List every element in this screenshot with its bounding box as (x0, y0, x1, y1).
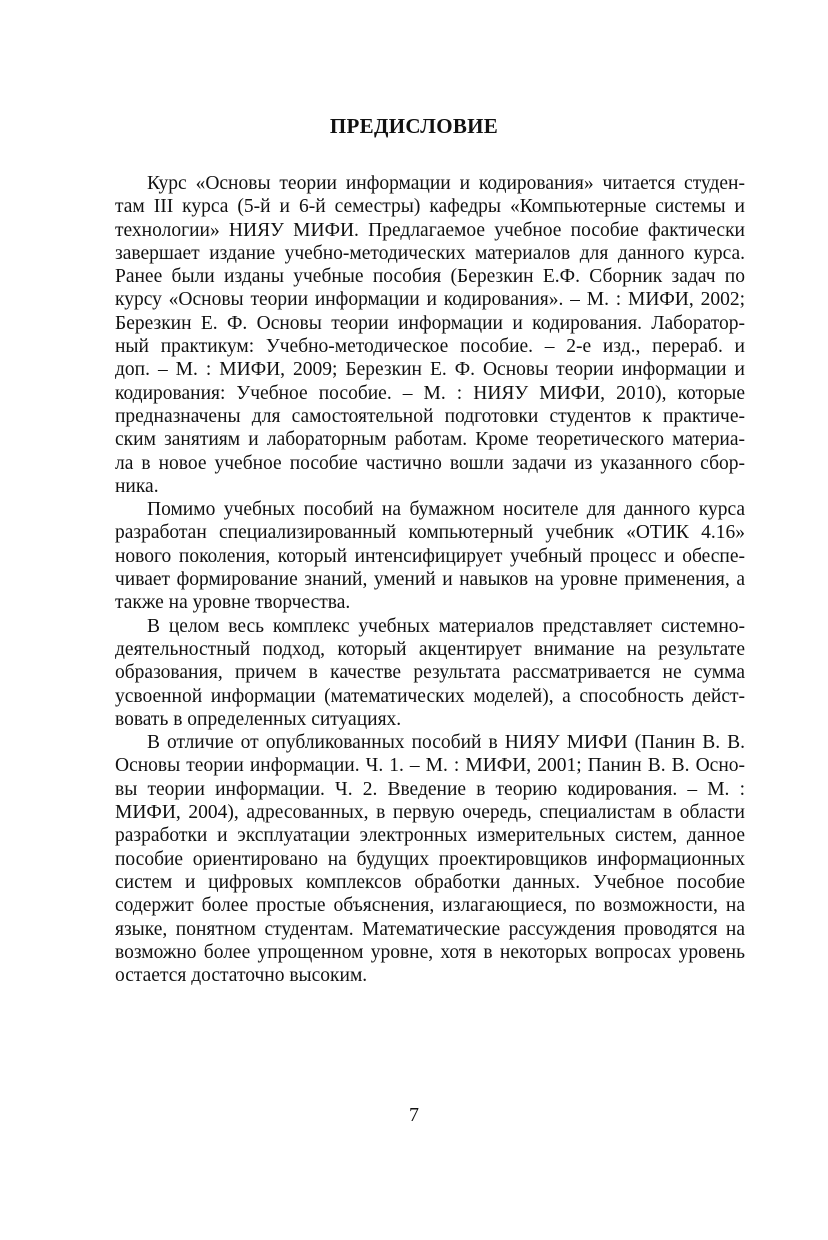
text-line: МИФИ, 2004), адресованных, в первую очередь, специалистам в области (115, 802, 745, 824)
text-line: вовать в определенных ситуациях. (115, 708, 402, 730)
text-line: вы теории информации. Ч. 2. Введение в теорию кодирования. – М. : (115, 778, 745, 800)
text-line: кодирования: Учебное пособие. – М. : НИЯУ МИФИ, 2010), которые (115, 382, 745, 404)
body-text (83, 172, 745, 987)
text-line: языке, понятном студентам. Математические рассуждения проводятся на (115, 918, 745, 940)
paragraph-3 (83, 615, 745, 731)
text-line: доп. – М. : МИФИ, 2009; Березкин Е. Ф. Основы теории информации и (115, 359, 745, 381)
text-line: ника. (115, 475, 159, 497)
text-line: В отличие от опубликованных пособий в НИЯУ МИФИ (Панин В. В. (147, 732, 745, 754)
text-line: ским занятиям и лабораторным работам. Кроме теоретического материа- (115, 429, 745, 451)
page-content (83, 112, 745, 987)
paragraph-1 (83, 172, 745, 498)
text-line: Помимо учебных пособий на бумажном носителе для данного курса (147, 499, 745, 521)
paragraph-4 (83, 731, 745, 987)
text-line: возможно более упрощенном уровне, хотя в некоторых вопросах уровень (115, 941, 745, 963)
text-line: ный практикум: Учебно-методическое пособие. – 2-е изд., перераб. и (115, 336, 745, 358)
text-line: также на уровне творчества. (115, 592, 351, 614)
text-line: там III курса (5-й и 6-й семестры) кафедры «Компьютерные системы и (115, 196, 745, 218)
text-line: систем и цифровых комплексов обработки данных. Учебное пособие (115, 871, 745, 893)
page-title: ПРЕДИСЛОВИЕ (329, 114, 499, 138)
text-line: пособие ориентировано на будущих проектировщиков информационных (115, 848, 745, 870)
text-line: разработан специализированный компьютерный учебник «ОТИК 4.16» (115, 522, 745, 544)
text-line: образования, причем в качестве результата рассматривается не сумма (115, 662, 745, 684)
text-line: деятельностный подход, который акцентирует внимание на результате (115, 638, 745, 660)
text-line: содержит более простые объяснения, излагающиеся, по возможности, на (115, 895, 745, 917)
text-line: разработки и эксплуатации электронных измерительных систем, данное (115, 825, 745, 847)
text-line: В целом весь комплекс учебных материалов представляет системно- (147, 615, 745, 637)
text-line: завершает издание учебно-методических материалов для данного курса. (115, 242, 745, 264)
text-line: предназначены для самостоятельной подготовки студентов к практиче- (115, 405, 745, 427)
text-line: Основы теории информации. Ч. 1. – М. : МИФИ, 2001; Панин В. В. Осно- (115, 755, 745, 777)
text-line: ла в новое учебное пособие частично вошли задачи из указанного сбор- (115, 452, 745, 474)
page-number: 7 (409, 1104, 419, 1126)
text-line: усвоенной информации (математических моделей), а способность дейст- (115, 685, 745, 707)
text-line: Березкин Е. Ф. Основы теории информации и кодирования. Лаборатор- (115, 312, 745, 334)
text-line: чивает формирование знаний, умений и навыков на уровне применения, а (115, 569, 745, 591)
text-line: Ранее были изданы учебные пособия (Березкин Е.Ф. Сборник задач по (115, 266, 745, 288)
text-line: остается достаточно высоким. (115, 965, 368, 987)
text-line: Курс «Основы теории информации и кодирования» читается студен- (147, 173, 745, 194)
paragraph-2 (83, 498, 745, 614)
text-line: нового поколения, который интенсифицирует учебный процесс и обеспе- (115, 545, 745, 567)
text-line: курсу «Основы теории информации и кодирования». – М. : МИФИ, 2002; (115, 289, 745, 311)
text-line: технологии» НИЯУ МИФИ. Предлагаемое учебное пособие фактически (115, 219, 745, 241)
